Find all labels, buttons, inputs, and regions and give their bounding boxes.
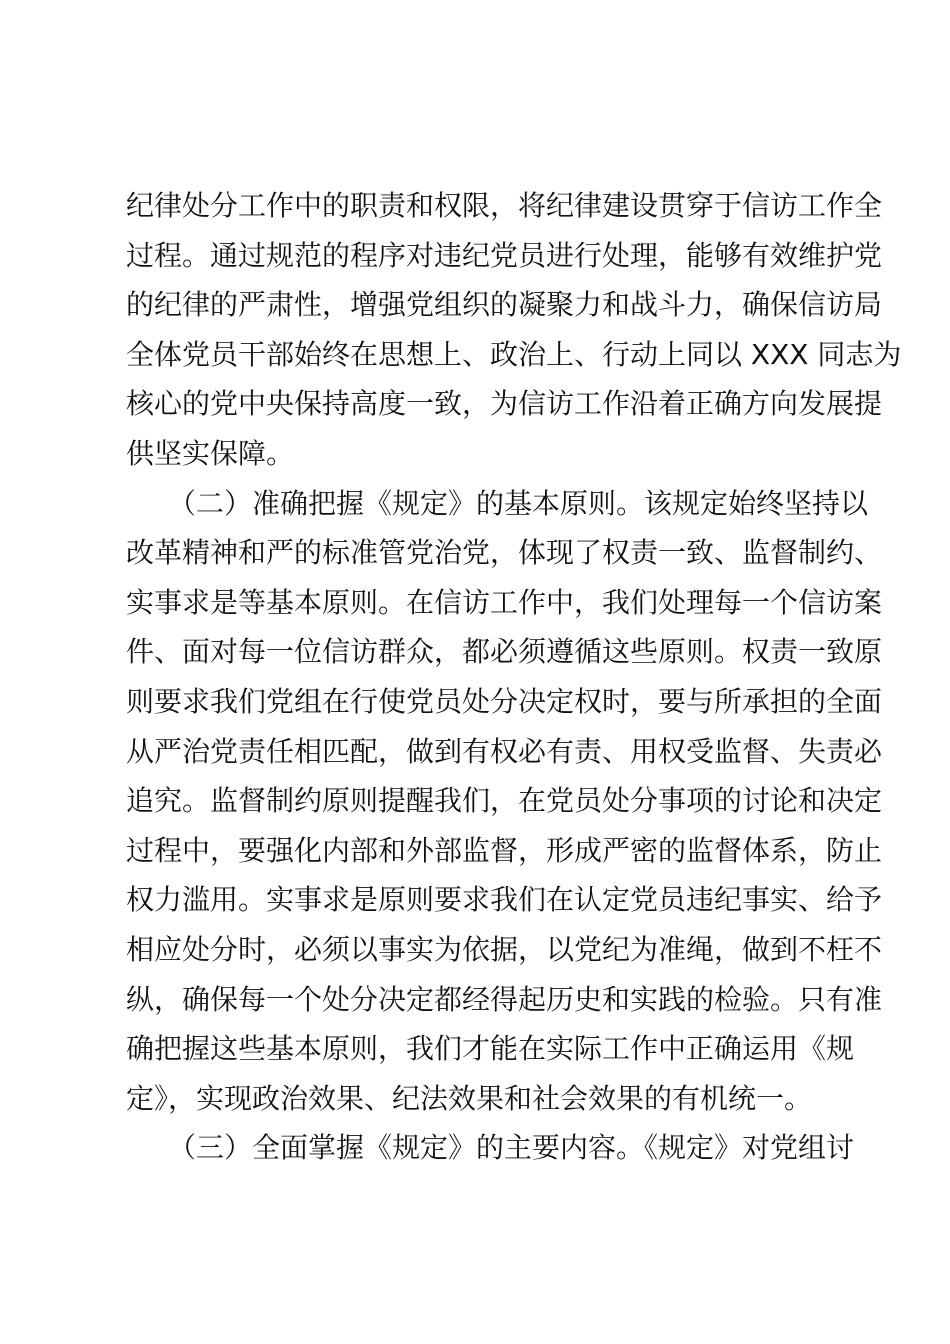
text-line: 实事求是等基本原则。在信访工作中，我们处理每一个信访案 bbox=[126, 585, 883, 619]
text-line: 全体党员干部始终在思想上、政治上、行动上同以 XXX 同志为 bbox=[126, 337, 902, 371]
text-line: 过程中，要强化内部和外部监督，形成严密的监督体系，防止 bbox=[126, 833, 883, 867]
text-line: 核心的党中央保持高度一致，为信访工作沿着正确方向发展提 bbox=[126, 387, 883, 421]
text-line: 从严治党责任相匹配，做到有权必有责、用权受监督、失责必 bbox=[126, 734, 883, 768]
text-line: 纪律处分工作中的职责和权限，将纪律建设贯穿于信访工作全 bbox=[126, 189, 883, 222]
text-line: 则要求我们党组在行使党员处分决定权时，要与所承担的全面 bbox=[126, 684, 883, 718]
text-line: 过程。通过规范的程序对违纪党员进行处理，能够有效维护党 bbox=[126, 238, 883, 272]
text-line: 定》，实现政治效果、纪法效果和社会效果的有机统一。 bbox=[126, 1081, 813, 1115]
text-line: 确把握这些基本原则，我们才能在实际工作中正确运用《规 bbox=[126, 1032, 855, 1066]
text-line: 纵，确保每一个处分决定都经得起历史和实践的检验。只有准 bbox=[126, 982, 883, 1016]
text-line: 件、面对每一位信访群众，都必须遵循这些原则。权责一致原 bbox=[126, 635, 883, 669]
section-heading-line: （三）全面掌握《规定》的主要内容。《规定》对党组讨 bbox=[168, 1131, 855, 1165]
text-line: 权力滥用。实事求是原则要求我们在认定党员违纪事实、给予 bbox=[126, 883, 883, 917]
section-heading-line: （二）准确把握《规定》的基本原则。该规定始终坚持以 bbox=[168, 486, 869, 520]
text-line: 供坚实保障。 bbox=[126, 436, 295, 470]
text-line: 相应处分时，必须以事实为依据，以党纪为准绳，做到不枉不 bbox=[126, 932, 883, 966]
text-line: 追究。监督制约原则提醒我们，在党员处分事项的讨论和决定 bbox=[126, 784, 883, 818]
body-text bbox=[126, 181, 902, 1173]
text-line: 的纪律的严肃性，增强党组织的凝聚力和战斗力，确保信访局 bbox=[126, 288, 883, 322]
text-line: 改革精神和严的标准管党治党，体现了权责一致、监督制约、 bbox=[126, 536, 883, 570]
